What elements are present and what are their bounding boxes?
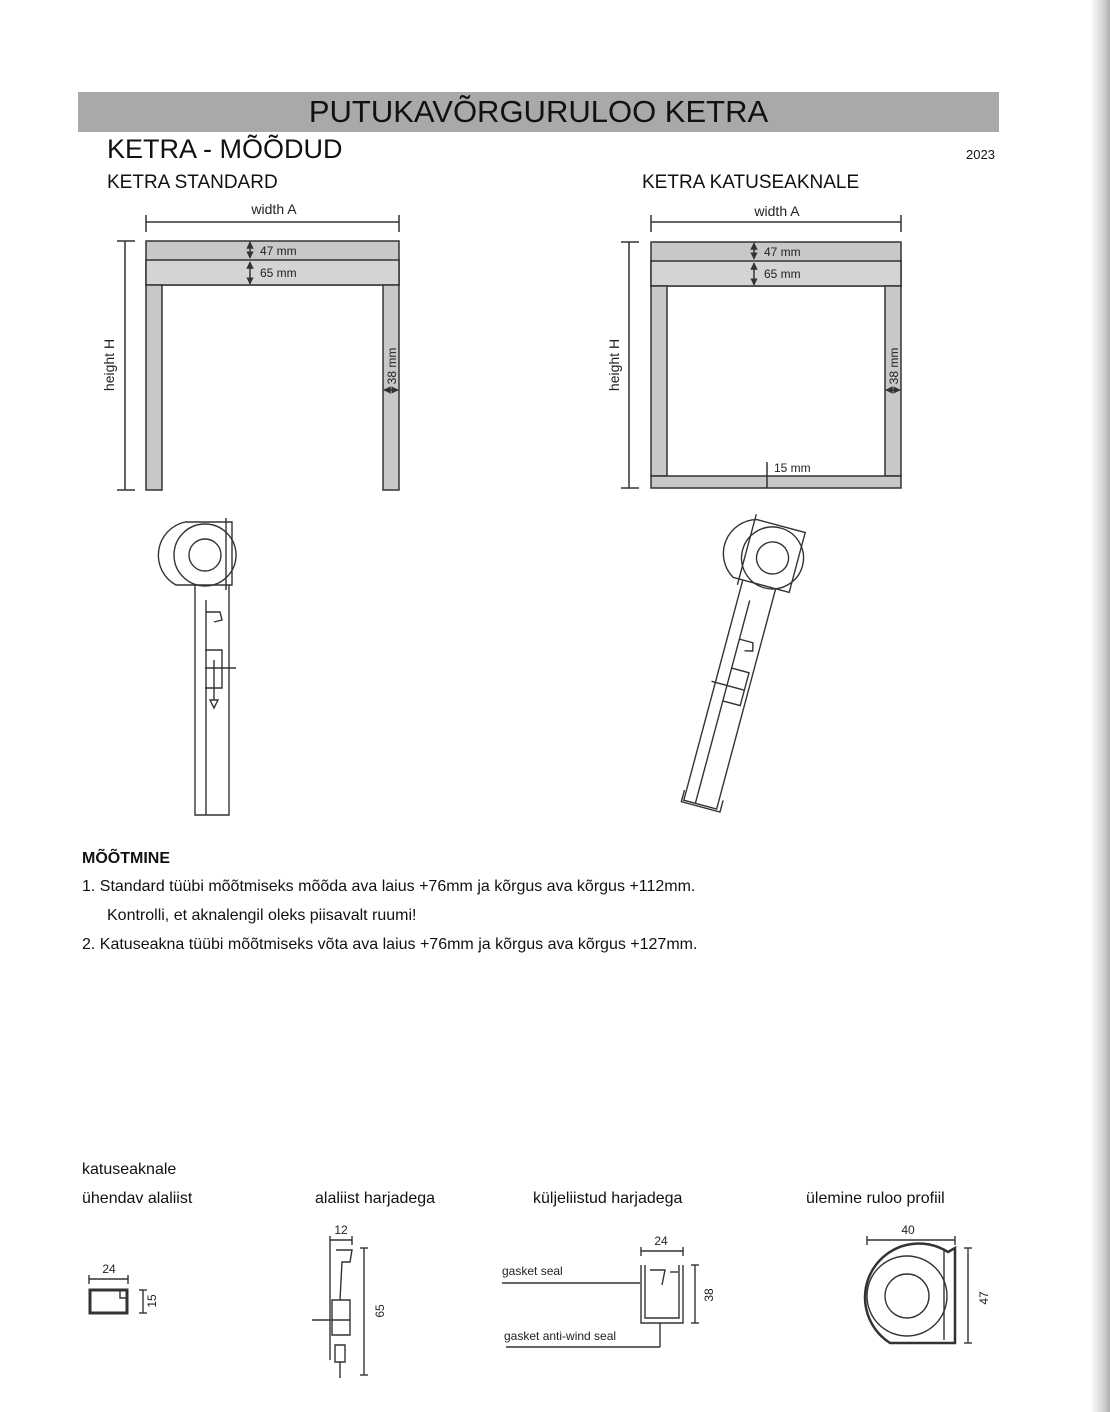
standard-frame-drawing [117, 215, 399, 490]
profile-4-label: ülemine ruloo profiil [806, 1190, 945, 1207]
profile-3-anti-wind-seal: gasket anti-wind seal [504, 1329, 617, 1343]
measuring-step-1-note: Kontrolli, et aknalengil oleks piisavalt ruumi! [107, 907, 417, 924]
profile-1-height: 15 [145, 1294, 159, 1308]
roof-cross-section [657, 508, 812, 816]
profile-3-height: 38 [702, 1288, 716, 1302]
profile-1-width: 24 [102, 1262, 116, 1276]
measuring-heading: MÕÕTMINE [82, 850, 170, 867]
profile-2-width: 12 [334, 1223, 348, 1237]
roof-top-dim-47: 47 mm [764, 245, 801, 259]
standard-width-label: width A [251, 201, 297, 217]
profile-3-label: küljeliistud harjadega [533, 1190, 683, 1207]
roof-side-dim-38: 38 mm [887, 347, 901, 385]
measuring-step-1: 1. Standard tüübi mõõtmiseks mõõda ava laius +76mm ja kõrgus ava kõrgus +112mm. [82, 878, 696, 895]
profile-connecting-rail [89, 1275, 147, 1313]
profile-4-height: 47 [977, 1291, 991, 1305]
roof-top-dim-65: 65 mm [764, 267, 801, 281]
standard-top-dim-65: 65 mm [260, 266, 297, 280]
page-title: PUTUKAVÕRGURULOO KETRA [78, 92, 999, 132]
variant-standard-title: KETRA STANDARD [107, 172, 278, 193]
standard-side-dim-38: 38 mm [385, 347, 399, 385]
profile-top-roll [865, 1236, 972, 1343]
profile-2-label: alaliist harjadega [315, 1190, 436, 1207]
roof-width-label: width A [754, 203, 800, 219]
standard-top-dim-47: 47 mm [260, 244, 297, 258]
profile-1-label-line2: ühendav alaliist [82, 1190, 193, 1207]
profile-2-height: 65 [373, 1304, 387, 1318]
profile-1-label-line1: katuseaknale [82, 1161, 177, 1178]
profile-3-width: 24 [654, 1234, 668, 1248]
year-label: 2023 [966, 147, 995, 162]
standard-height-label: height H [101, 338, 117, 392]
page-subtitle: KETRA - MÕÕDUD [107, 134, 343, 164]
roof-frame-drawing [621, 215, 901, 488]
profile-bottom-rail-brushes [312, 1236, 368, 1378]
measuring-step-2: 2. Katuseakna tüübi mõõtmiseks võta ava laius +76mm ja kõrgus ava kõrgus +127mm. [82, 936, 698, 953]
profile-4-width: 40 [901, 1223, 915, 1237]
profile-3-gasket-seal: gasket seal [502, 1264, 563, 1278]
variant-roof-title: KETRA KATUSEAKNALE [642, 172, 860, 193]
roof-bottom-dim-15: 15 mm [774, 461, 811, 475]
standard-cross-section [158, 518, 236, 815]
roof-height-label: height H [606, 338, 622, 392]
